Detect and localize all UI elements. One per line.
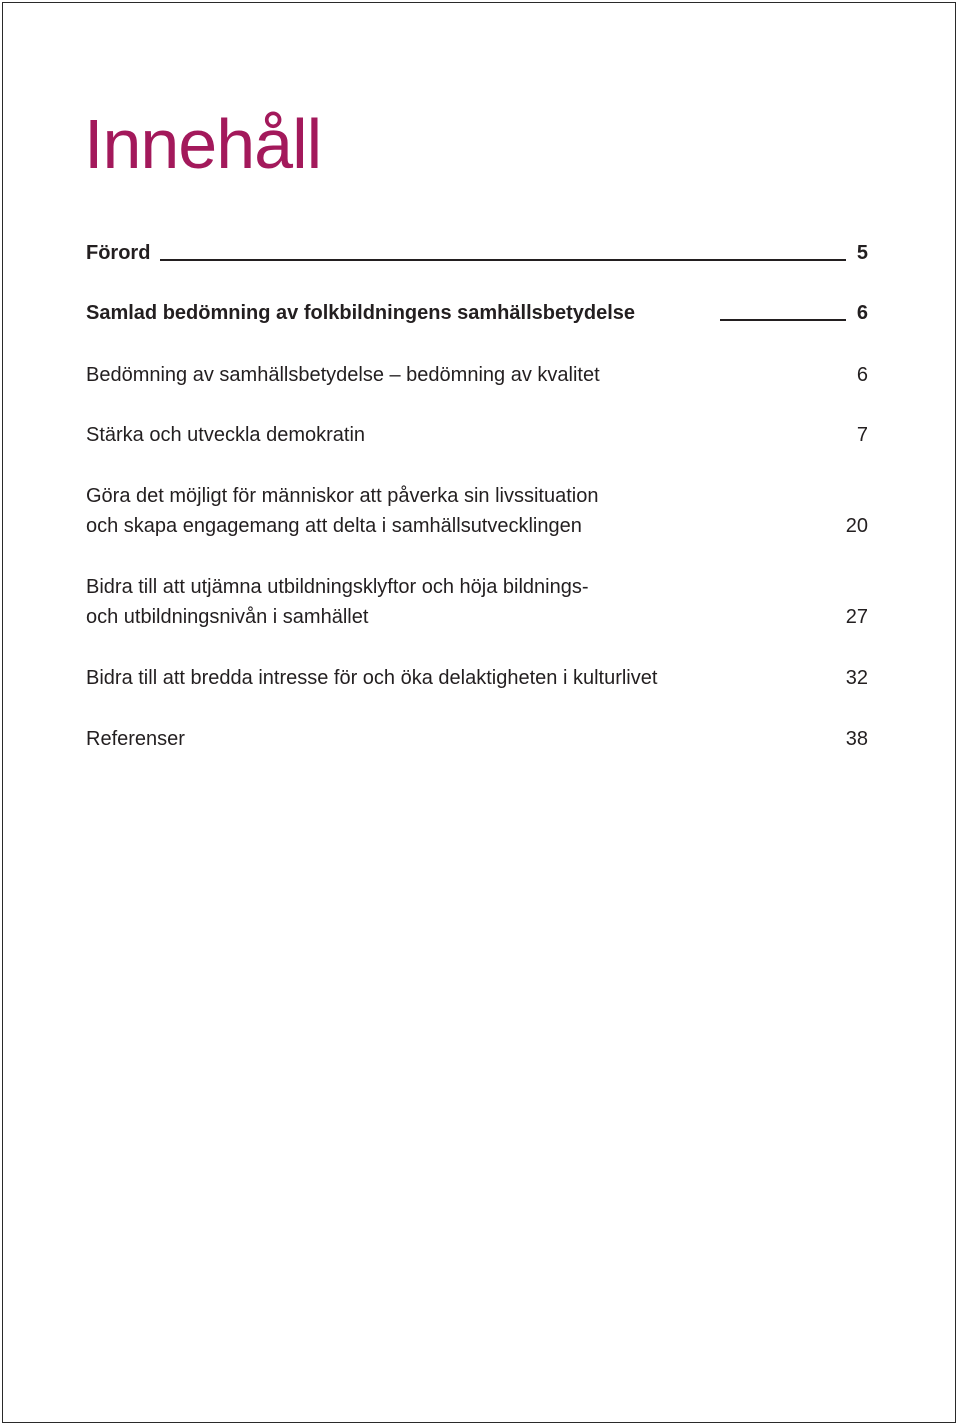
toc-entry-page: 7 (856, 424, 868, 446)
toc-entry-page: 6 (856, 364, 868, 386)
toc-entry-demokratin[interactable] (86, 420, 868, 450)
toc-entry-label-line-1: Bidra till att utjämna utbildningsklyftor och höja bildnings- (86, 576, 589, 598)
toc-entry-page: 32 (845, 667, 868, 689)
toc-entry-utbildningsklyftor[interactable] (86, 572, 868, 632)
toc-entry-label: Bidra till att bredda intresse för och öka delaktigheten i kulturlivet (86, 667, 658, 689)
toc-entry-samlad-bedomning[interactable] (86, 298, 868, 328)
toc-entry-label-line-2: och utbildningsnivån i samhället (86, 606, 369, 628)
page-frame (2, 2, 956, 1423)
toc-entry-kulturlivet[interactable] (86, 663, 868, 693)
toc-entry-page: 27 (845, 606, 868, 628)
toc-entry-bedomning-kvalitet[interactable] (86, 360, 868, 390)
toc-entry-page: 6 (856, 302, 868, 324)
toc-entry-page: 38 (845, 728, 868, 750)
toc-entry-page: 20 (845, 515, 868, 537)
toc-entry-livssituation[interactable] (86, 481, 868, 541)
leader-rule (720, 319, 846, 321)
toc-entry-label: Samlad bedömning av folkbildningens samhällsbetydelse (86, 302, 636, 324)
toc-entry-label-line-2: och skapa engagemang att delta i samhällsutvecklingen (86, 515, 582, 537)
toc-entry-referenser[interactable] (86, 724, 868, 754)
toc-entry-label: Stärka och utveckla demokratin (86, 424, 366, 446)
toc-entry-label-line-1: Göra det möjligt för människor att påverka sin livssituation (86, 485, 599, 507)
toc-entry-label: Referenser (86, 728, 185, 750)
toc-entry-forord[interactable] (86, 238, 868, 268)
toc-entry-page: 5 (856, 242, 868, 264)
toc-entry-label: Bedömning av samhällsbetydelse – bedömning av kvalitet (86, 364, 600, 386)
page-title: Innehåll (84, 105, 322, 183)
toc-entry-label: Förord (86, 242, 151, 264)
leader-rule (160, 259, 846, 261)
